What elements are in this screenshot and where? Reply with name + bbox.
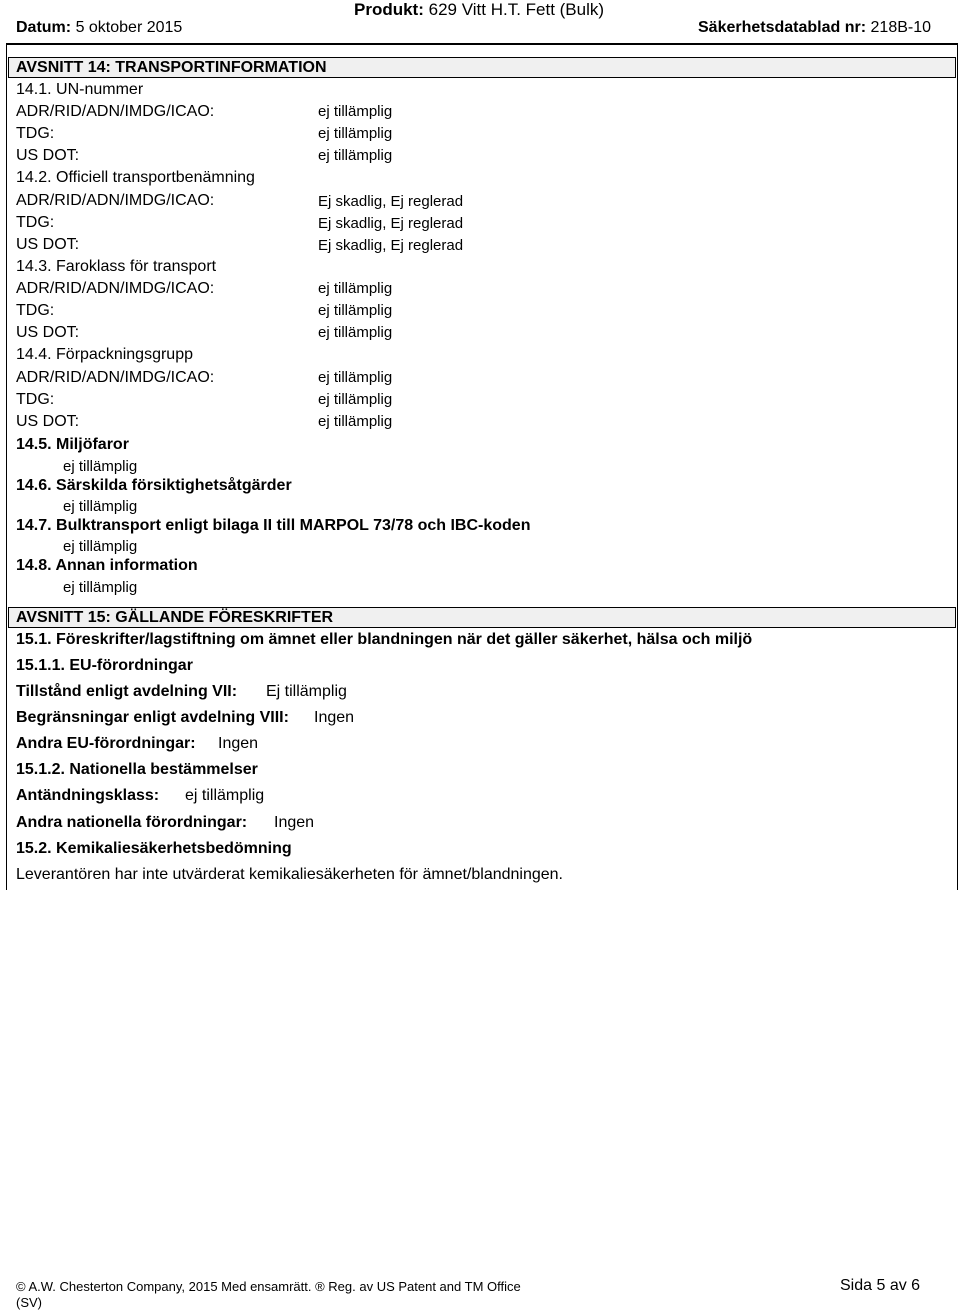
- row-label: ADR/RID/ADN/IMDG/ICAO:: [16, 103, 215, 120]
- sds-value: 218B-10: [870, 19, 932, 36]
- env-hazards-value: ej tillämplig: [63, 458, 138, 475]
- row-label: TDG:: [16, 391, 55, 408]
- heading-14-7: 14.7. Bulktransport enligt bilaga II till MARPOL 73/78 och IBC-koden: [16, 517, 531, 534]
- bulk-value: ej tillämplig: [63, 538, 138, 555]
- row-label: US DOT:: [16, 147, 80, 164]
- row-value: ej tillämplig: [318, 280, 393, 297]
- row-value: ej tillämplig: [318, 125, 393, 142]
- other-national-value: Ingen: [274, 814, 315, 831]
- header-product: [354, 0, 604, 20]
- heading-14-3: 14.3. Faroklass för transport: [16, 258, 217, 275]
- row-label: ADR/RID/ADN/IMDG/ICAO:: [16, 369, 215, 386]
- heading-15-1-1: 15.1.1. EU-förordningar: [16, 657, 193, 674]
- authorisation-value: Ej tillämplig: [266, 683, 347, 700]
- row-label: ADR/RID/ADN/IMDG/ICAO:: [16, 280, 215, 297]
- row-value: ej tillämplig: [318, 413, 393, 430]
- header-sds-number: [698, 19, 931, 37]
- row-label: TDG:: [16, 302, 55, 319]
- heading-14-5: 14.5. Miljöfaror: [16, 436, 129, 453]
- precautions-value: ej tillämplig: [63, 498, 138, 515]
- ignition-class-label: Antändningsklass:: [16, 787, 160, 804]
- authorisation-label: Tillstånd enligt avdelning VII:: [16, 683, 238, 700]
- other-eu-label: Andra EU-förordningar:: [16, 735, 196, 752]
- product-label: Produkt:: [354, 0, 424, 19]
- row-value: ej tillämplig: [318, 147, 393, 164]
- heading-14-2: 14.2. Officiell transportbenämning: [16, 169, 255, 186]
- row-value: Ej skadlig, Ej reglerad: [318, 193, 464, 210]
- restrictions-value: Ingen: [314, 709, 355, 726]
- heading-14-6: 14.6. Särskilda försiktighetsåtgärder: [16, 477, 292, 494]
- row-label: US DOT:: [16, 324, 80, 341]
- footer-copyright: © A.W. Chesterton Company, 2015 Med ensamrätt. ® Reg. av US Patent and TM Office: [16, 1279, 521, 1294]
- sds-label: Säkerhetsdatablad nr:: [698, 19, 867, 36]
- row-value: ej tillämplig: [318, 324, 393, 341]
- row-value: ej tillämplig: [318, 103, 393, 120]
- heading-14-8: 14.8. Annan information: [16, 557, 198, 574]
- restrictions-label: Begränsningar enligt avdelning VIII:: [16, 709, 289, 726]
- heading-14-4: 14.4. Förpackningsgrupp: [16, 346, 193, 363]
- heading-15-2: 15.2. Kemikaliesäkerhetsbedömning: [16, 840, 292, 857]
- frame-left-rule: [6, 43, 7, 890]
- row-label: US DOT:: [16, 413, 80, 430]
- date-label: Datum:: [16, 19, 72, 36]
- product-value: 629 Vitt H.T. Fett (Bulk): [428, 0, 605, 19]
- header-date: [16, 19, 182, 37]
- row-value: Ej skadlig, Ej reglerad: [318, 215, 464, 232]
- date-value: 5 oktober 2015: [75, 19, 183, 36]
- footer-language: (SV): [16, 1295, 42, 1310]
- chemical-safety-text: Leverantören har inte utvärderat kemikaliesäkerheten för ämnet/blandningen.: [16, 866, 563, 883]
- other-national-label: Andra nationella förordningar:: [16, 814, 248, 831]
- row-value: Ej skadlig, Ej reglerad: [318, 237, 464, 254]
- other-info-value: ej tillämplig: [63, 579, 138, 596]
- footer-page-number: Sida 5 av 6: [840, 1277, 921, 1294]
- row-value: ej tillämplig: [318, 369, 393, 386]
- ignition-class-value: ej tillämplig: [185, 787, 265, 804]
- heading-14-1: 14.1. UN-nummer: [16, 81, 144, 98]
- section-15-title: AVSNITT 15: GÄLLANDE FÖRESKRIFTER: [16, 609, 334, 626]
- row-label: TDG:: [16, 214, 55, 231]
- frame-top-rule: [6, 43, 958, 45]
- heading-15-1-2: 15.1.2. Nationella bestämmelser: [16, 761, 258, 778]
- frame-right-rule: [957, 43, 958, 890]
- heading-15-1: 15.1. Föreskrifter/lagstiftning om ämnet eller blandningen när det gäller säkerhet, hälsa och miljö: [16, 631, 753, 648]
- row-label: US DOT:: [16, 236, 80, 253]
- row-label: TDG:: [16, 125, 55, 142]
- row-value: ej tillämplig: [318, 391, 393, 408]
- row-label: ADR/RID/ADN/IMDG/ICAO:: [16, 192, 215, 209]
- other-eu-value: Ingen: [218, 735, 259, 752]
- row-value: ej tillämplig: [318, 302, 393, 319]
- section-14-title: AVSNITT 14: TRANSPORTINFORMATION: [16, 59, 327, 76]
